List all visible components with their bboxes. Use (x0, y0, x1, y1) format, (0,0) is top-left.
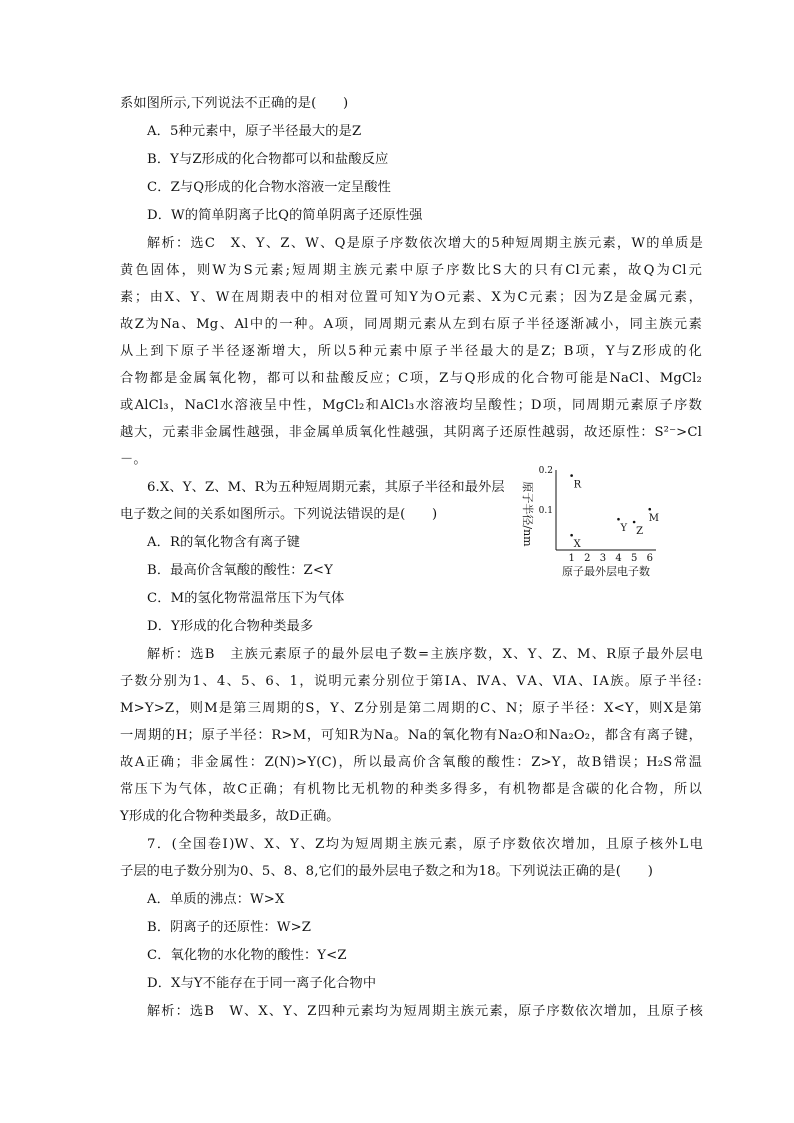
q5-option-a: A．5种元素中，原子半径最大的是Z (147, 124, 362, 139)
q5-analysis-line: 越大，元素非金属性越强，非金属单质氧化性越强，其阴离子还原性越弱，故还原性：S²⁻>Cl (120, 425, 702, 440)
q7-option-b: B．阴离子的还原性：W>Z (147, 920, 312, 935)
x-tick-label: 3 (599, 553, 607, 564)
q6-analysis-line: M>Y>Z，则M是第三周期的S，Y、Z分别是第二周期的C、N；原子半径：X<Y，则X是第 (120, 701, 702, 716)
y-tick-label: 0.2 (538, 466, 553, 476)
data-point-x (570, 534, 573, 537)
q5-analysis-line: 素；由X、Y、W在周期表中的相对位置可知Y为O元素、X为C元素；因为Z是金属元素， (120, 290, 702, 305)
q5-analysis-line: 合物都是金属氧化物，都可以和盐酸反应；C项，Z与Q形成的化合物可能是NaCl、MgCl₂ (120, 371, 702, 386)
q6-option-c: C．M的氢化物常温常压下为气体 (147, 591, 345, 606)
q5-analysis-line: 黄色固体，则W为S元素;短周期主族元素中原子序数比S大的只有Cl元素，故Q为Cl元 (120, 263, 702, 278)
x-tick-label: 5 (630, 553, 638, 564)
q5-analysis-line: 解析：选C X、Y、Z、W、Q是原子序数依次增大的5种短周期主族元素，W的单质是 (147, 236, 703, 251)
x-tick-label: 1 (568, 553, 575, 564)
q5-analysis-line: 故Z为Na、Mg、Al中的一种。A项，同周期元素从左到右原子半径逐渐减小，同主族元素 (120, 317, 702, 332)
q7-stem-line: 子层的电子数分别为0、5、8、8,它们的最外层电子数之和为18。下列说法正确的是( ) (120, 864, 653, 879)
y-axis-label: 原子半径/nm (521, 481, 534, 547)
x-tick-labels (568, 553, 653, 564)
y-tick-label: 0.1 (538, 506, 553, 516)
q7-stem-line: 7．(全国卷Ⅰ)W、X、Y、Z均为短周期主族元素，原子序数依次增加，且原子核外L电 (147, 837, 703, 852)
q6-analysis-line: 故A正确；非金属性：Z(N)>Y(C)，所以最高价含氧酸的酸性：Z>Y，故B错误；H₂S常温 (120, 755, 702, 770)
x-axis-label: 原子最外层电子数 (562, 565, 650, 578)
q7-analysis-line: 解析：选B W、X、Y、Z四种元素均为短周期主族元素，原子序数依次增加，且原子核 (147, 1004, 703, 1019)
q6-analysis-line: 解析：选B 主族元素原子的最外层电子数=主族序数，X、Y、Z、M、R原子最外层电 (147, 647, 703, 662)
x-tick-label: 6 (646, 553, 653, 564)
q5-analysis-line: －。 (120, 452, 147, 467)
q6-analysis-line: 子数分别为1、4、5、6、1，说明元素分别位于第ⅠA、ⅣA、ⅤA、ⅥA、ⅠA族。原子半径: (120, 674, 702, 689)
q7-option-d: D．X与Y不能存在于同一离子化合物中 (147, 976, 377, 991)
q6-analysis-line: Y形成的化合物种类最多，故D正确。 (120, 809, 340, 824)
point-label-y: Y (620, 523, 628, 535)
data-point-y (617, 518, 620, 521)
x-tick-label: 2 (584, 553, 591, 564)
data-point-r (570, 474, 573, 477)
data-points (570, 474, 659, 550)
point-label-x: X (573, 539, 581, 551)
q5-analysis-line: 或AlCl₃，NaCl水溶液呈中性，MgCl₂和AlCl₃水溶液均呈酸性；D项，同周期元素原子序数 (120, 398, 702, 413)
y-tick-labels (539, 466, 553, 516)
data-point-z (633, 521, 636, 524)
q6-stem-line: 电子数之间的关系如图所示。下列说法错误的是( ) (120, 507, 438, 522)
data-point-m (648, 508, 651, 511)
q7-option-a: A．单质的沸点：W>X (147, 892, 285, 907)
scatter-plot (510, 462, 670, 580)
q5-option-d: D．W的简单阴离子比Q的简单阴离子还原性强 (147, 208, 423, 223)
q5-option-b: B．Y与Z形成的化合物都可以和盐酸反应 (147, 152, 389, 167)
point-label-r: R (573, 479, 582, 491)
x-tick-label: 4 (615, 553, 622, 564)
point-label-m: M (648, 513, 659, 525)
q6-option-b: B．最高价含氧酸的酸性：Z<Y (147, 563, 333, 578)
radius-vs-electrons-chart (510, 462, 670, 580)
q7-option-c: C．氧化物的水化物的酸性：Y<Z (147, 948, 347, 963)
q5-option-c: C．Z与Q形成的化合物水溶液一定呈酸性 (147, 180, 391, 195)
q6-stem-line: 6.X、Y、Z、M、R为五种短周期元素，其原子半径和最外层 (147, 480, 505, 495)
q6-analysis-line: 常压下为气体，故C正确；有机物比无机物的种类多得多，有机物都是含碳的化合物，所以 (120, 782, 702, 797)
point-label-z: Z (636, 526, 644, 537)
q6-analysis-line: 一周期的H；原子半径：R>M，可知R为Na。Na的氧化物有Na₂O和Na₂O₂，都含有离子键， (120, 728, 702, 743)
q5-analysis-line: 从上到下原子半径逐渐增大，所以5种元素中原子半径最大的是Z；B项，Y与Z形成的化 (120, 344, 702, 359)
q6-option-d: D．Y形成的化合物种类最多 (147, 619, 314, 634)
q6-option-a: A．R的氧化物含有离子键 (147, 535, 301, 550)
q5-stem: 系如图所示,下列说法不正确的是( ) (120, 96, 349, 111)
